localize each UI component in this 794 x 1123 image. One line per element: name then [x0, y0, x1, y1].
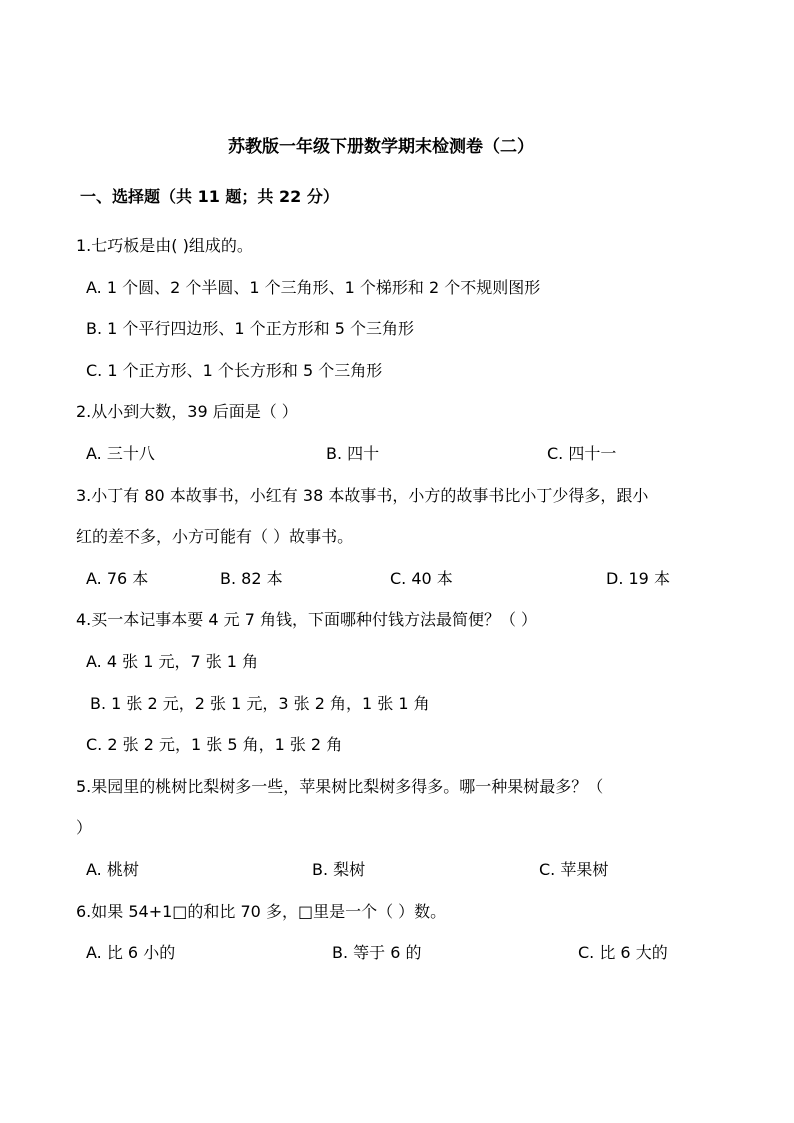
question-4-option-b: B. 1 张 2 元，2 张 1 元，3 张 2 角，1 张 1 角 [90, 694, 430, 713]
section-heading: 一、选择题（共 11 题；共 22 分） [80, 187, 339, 206]
question-2-option-a: A. 三十八 [86, 444, 155, 463]
question-6-stem: 6.如果 54+1□的和比 70 多，□里是一个（ ）数。 [76, 902, 447, 921]
question-5-option-a: A. 桃树 [86, 860, 139, 879]
question-1-option-a: A. 1 个圆、2 个半圆、1 个三角形、1 个梯形和 2 个不规则图形 [86, 278, 541, 297]
question-3-option-d: D. 19 本 [606, 569, 670, 588]
question-1-option-b: B. 1 个平行四边形、1 个正方形和 5 个三角形 [86, 319, 415, 338]
question-3-stem-line1: 3.小丁有 80 本故事书，小红有 38 本故事书，小方的故事书比小丁少得多，跟小 [76, 486, 649, 505]
question-3-option-c: C. 40 本 [390, 569, 453, 588]
question-4-stem: 4.买一本记事本要 4 元 7 角钱，下面哪种付钱方法最简便？（ ） [76, 610, 538, 629]
question-2-stem: 2.从小到大数，39 后面是（ ） [76, 402, 298, 421]
page-title: 苏教版一年级下册数学期末检测卷（二） [228, 137, 534, 157]
question-4-option-c: C. 2 张 2 元，1 张 5 角，1 张 2 角 [86, 735, 343, 754]
question-6-option-c: C. 比 6 大的 [578, 943, 668, 962]
question-6-option-b: B. 等于 6 的 [332, 943, 422, 962]
question-5-stem-line1: 5.果园里的桃树比梨树多一些，苹果树比梨树多得多。哪一种果树最多？（ [76, 777, 604, 796]
question-2-option-c: C. 四十一 [547, 444, 617, 463]
question-1-option-c: C. 1 个正方形、1 个长方形和 5 个三角形 [86, 361, 383, 380]
question-5-stem-line2: ） [76, 818, 93, 837]
question-5-option-b: B. 梨树 [312, 860, 366, 879]
question-4-option-a: A. 4 张 1 元，7 张 1 角 [86, 652, 259, 671]
question-3-option-b: B. 82 本 [220, 569, 283, 588]
question-5-option-c: C. 苹果树 [539, 860, 609, 879]
question-2-option-b: B. 四十 [326, 444, 380, 463]
question-3-stem-line2: 红的差不多，小方可能有（ ）故事书。 [76, 527, 354, 546]
question-3-option-a: A. 76 本 [86, 569, 149, 588]
question-6-option-a: A. 比 6 小的 [86, 943, 176, 962]
question-1-stem: 1.七巧板是由( )组成的。 [76, 236, 253, 255]
